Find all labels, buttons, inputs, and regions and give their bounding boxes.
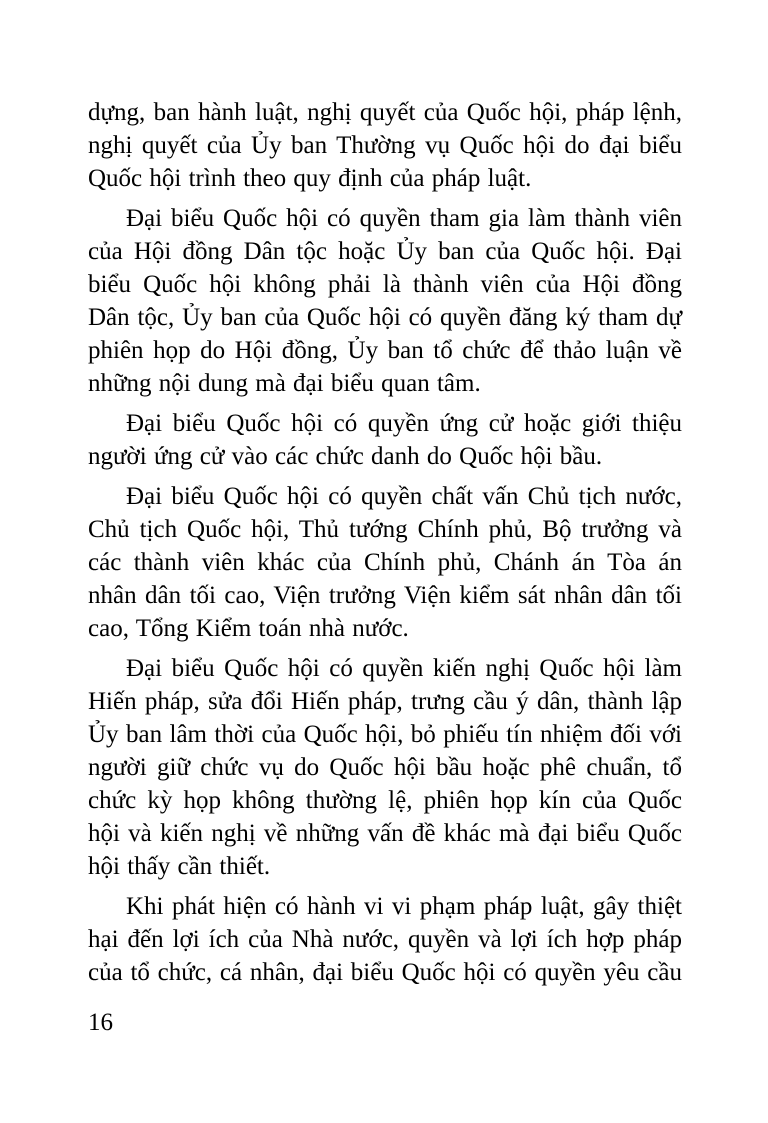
paragraph: dựng, ban hành luật, nghị quyết của Quốc hội, pháp lệnh, nghị quyết của Ủy ban Thường vụ Quốc hội do đại biểu Quốc hội trình theo quy định của pháp luật. — [88, 99, 682, 192]
paragraph: Khi phát hiện có hành vi vi phạm pháp luật, gây thiệt hại đến lợi ích của Nhà nước, quyền và lợi ích hợp pháp của tổ chức, cá nhân, đại biểu Quốc hội có quyền yêu cầu — [88, 893, 682, 986]
page-number: 16 — [88, 1009, 113, 1036]
page-text — [88, 96, 682, 996]
paragraph: Đại biểu Quốc hội có quyền tham gia làm thành viên của Hội đồng Dân tộc hoặc Ủy ban của Quốc hội. Đại biểu Quốc hội không phải là thành viên của Hội đồng Dân tộc, Ủy ban của Quốc hội có quyền đăng ký tham dự phiên họp do Hội đồng, Ủy ban tổ chức để thảo luận về những nội dung mà đại biểu quan tâm. — [88, 205, 682, 397]
paragraph: Đại biểu Quốc hội có quyền ứng cử hoặc giới thiệu người ứng cử vào các chức danh do Quốc hội bầu. — [88, 410, 682, 470]
paragraph: Đại biểu Quốc hội có quyền chất vấn Chủ tịch nước, Chủ tịch Quốc hội, Thủ tướng Chính phủ, Bộ trưởng và các thành viên khác của Chính phủ, Chánh án Tòa án nhân dân tối cao, Viện trưởng Viện kiểm sát nhân dân tối cao, Tổng Kiểm toán nhà nước. — [88, 483, 682, 642]
paragraph: Đại biểu Quốc hội có quyền kiến nghị Quốc hội làm Hiến pháp, sửa đổi Hiến pháp, trưng cầu ý dân, thành lập Ủy ban lâm thời của Quốc hội, bỏ phiếu tín nhiệm đối với người giữ chức vụ do Quốc hội bầu hoặc phê chuẩn, tổ chức kỳ họp không thường lệ, phiên họp kín của Quốc hội và kiến nghị về những vấn đề khác mà đại biểu Quốc hội thấy cần thiết. — [88, 655, 682, 880]
